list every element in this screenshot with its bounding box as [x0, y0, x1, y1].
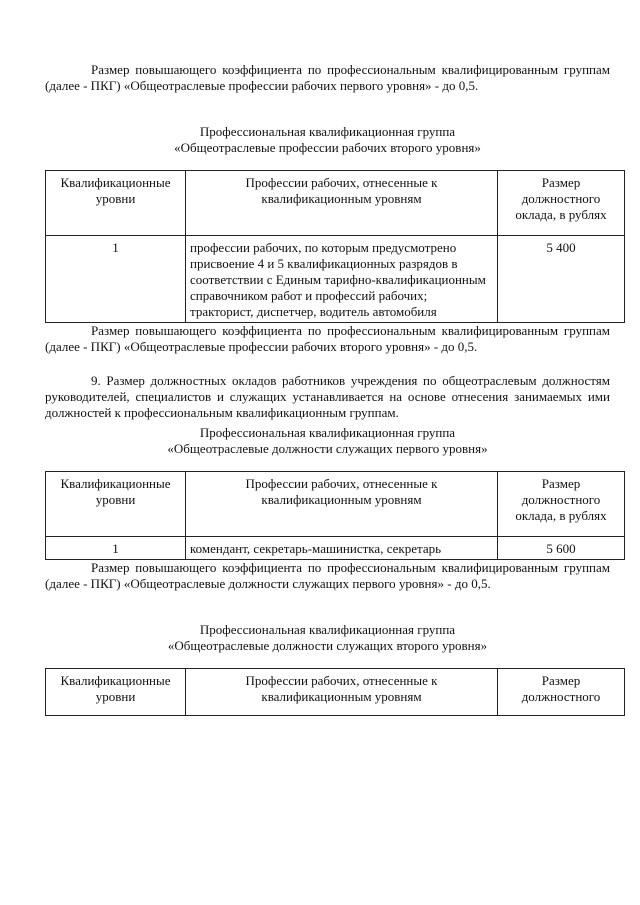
header-qualification-levels: Квалификационные уровни — [46, 472, 186, 537]
header-salary: Размер должностного оклада, в рублях — [498, 171, 625, 236]
level-cell: 1 — [46, 537, 186, 560]
header-salary: Размер должностного — [498, 669, 625, 716]
group-title-line-1: Профессиональная квалификационная группа — [199, 622, 456, 637]
table-row — [46, 236, 625, 323]
table-row — [46, 537, 625, 560]
group-title-line-1: Профессиональная квалификационная группа — [199, 425, 456, 440]
level-cell: 1 — [46, 236, 186, 323]
group-title-line-2: «Общеотраслевые должности служащих второго уровня» — [167, 638, 488, 653]
group-title-line-1: Профессиональная квалификационная группа — [199, 124, 456, 139]
table-header-row — [46, 472, 625, 537]
description-cell: профессии рабочих, по которым предусмотрено присвоение 4 и 5 квалификационных разрядов в соответствии с Единым тарифно-квалификационным справочником работ и профессий рабочих; тракторист, диспетчер, водитель автомобиля — [186, 236, 498, 323]
header-qualification-levels: Квалификационные уровни — [46, 171, 186, 236]
employees-second-level-table — [45, 668, 625, 716]
document-page — [45, 62, 610, 716]
table-header-row — [46, 171, 625, 236]
header-professions: Профессии рабочих, отнесенные к квалификационным уровням — [186, 669, 498, 716]
header-salary: Размер должностного оклада, в рублях — [498, 472, 625, 537]
workers-second-level-table — [45, 170, 625, 323]
header-professions: Профессии рабочих, отнесенные к квалификационным уровням — [186, 472, 498, 537]
description-cell: комендант, секретарь-машинистка, секретарь — [186, 537, 498, 560]
coefficient-paragraph-2: Размер повышающего коэффициента по профессиональным квалифицированным группам (далее - ПКГ) «Общеотраслевые профессии рабочих второго уровня» - до 0,5. — [45, 323, 610, 354]
section-9-paragraph: 9. Размер должностных окладов работников учреждения по общеотраслевым должностям руководителей, специалистов и служащих устанавливается на основе отнесения занимаемых ими должностей к профессиональным квалификационным группам. — [45, 373, 610, 420]
table-header-row — [46, 669, 625, 716]
coefficient-paragraph-1: Размер повышающего коэффициента по профессиональным квалифицированным группам (далее - ПКГ) «Общеотраслевые профессии рабочих первого уровня» - до 0,5. — [45, 62, 610, 93]
salary-cell: 5 600 — [498, 537, 625, 560]
header-professions: Профессии рабочих, отнесенные к квалификационным уровням — [186, 171, 498, 236]
employees-first-level-table — [45, 471, 625, 560]
group-title-line-2: «Общеотраслевые должности служащих первого уровня» — [167, 441, 488, 456]
group-title-line-2: «Общеотраслевые профессии рабочих второго уровня» — [174, 140, 481, 155]
header-qualification-levels: Квалификационные уровни — [46, 669, 186, 716]
coefficient-paragraph-3: Размер повышающего коэффициента по профессиональным квалифицированным группам (далее - ПКГ) «Общеотраслевые должности служащих первого уровня» - до 0,5. — [45, 560, 610, 591]
salary-cell: 5 400 — [498, 236, 625, 323]
